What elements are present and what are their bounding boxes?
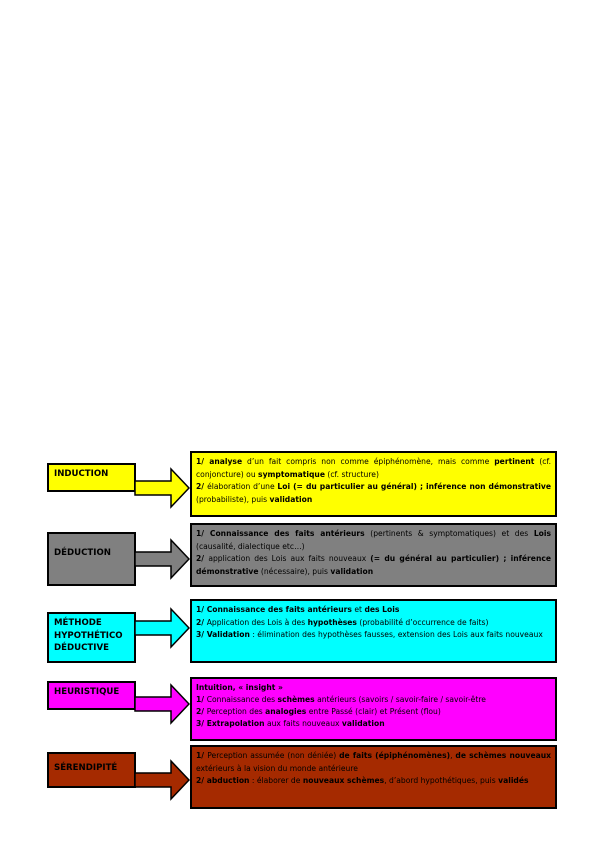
arrow-right-icon — [134, 537, 190, 581]
arrow-right-icon — [134, 466, 190, 510]
box-deduction — [190, 523, 557, 587]
label-heuristique: HEURISTIQUE — [47, 681, 136, 710]
hypothetico-line-3: 3/ Validation : élimination des hypothèses fausses, extension des Lois aux faits nouveaux — [196, 630, 543, 640]
arrow-right-icon — [134, 682, 190, 726]
induction-line-1: 1/ analyse d’un fait compris non comme épiphénomène, mais comme pertinent (cf. conjoncture) ou symptomatique (cf. structure) — [196, 457, 552, 479]
box-heuristique — [190, 677, 557, 741]
label-induction: INDUCTION — [47, 463, 136, 492]
label-serendipite: SÉRENDIPITÉ — [47, 752, 136, 788]
label-deduction: DÉDUCTION — [47, 532, 136, 586]
arrow-right-icon — [134, 758, 190, 802]
heuristique-line-2: 1/ Connaissance des schèmes antérieurs (savoirs / savoir-faire / savoir-être — [196, 695, 486, 705]
serendipite-line-2: 2/ abduction : élaborer de nouveaux schèmes, d’abord hypothétiques, puis validés — [196, 776, 529, 786]
heuristique-line-4: 3/ Extrapolation aux faits nouveaux validation — [196, 719, 385, 729]
box-hypothetico-deductive — [190, 599, 557, 663]
box-induction — [190, 451, 557, 517]
box-serendipite — [190, 745, 557, 809]
heuristique-line-3: 2/ Perception des analogies entre Passé (clair) et Présent (flou) — [196, 707, 441, 717]
hypothetico-line-2: 2/ Application des Lois à des hypothèses (probabilité d’occurrence de faits) — [196, 617, 489, 627]
heuristique-line-1: Intuition, « insight » — [196, 683, 283, 692]
deduction-line-1: 1/ Connaissance des faits antérieurs (pertinents & symptomatiques) et des Lois (causalité, dialectique etc…) — [196, 529, 551, 551]
induction-line-2: 2/ élaboration d’une Loi (= du particulier au général) ; inférence non démonstrative (probabiliste), puis validation — [196, 482, 551, 504]
label-hypothetico-deductive: MÉTHODE HYPOTHÉTICO DÉDUCTIVE — [47, 612, 136, 663]
arrow-right-icon — [134, 606, 190, 650]
hypothetico-line-1: 1/ Connaissance des faits antérieurs et des Lois — [196, 605, 400, 614]
serendipite-line-1: 1/ Perception assumée (non déniée) de faits (épiphénomènes), de schèmes nouveaux extérieurs à la vision du monde antérieure — [196, 751, 552, 773]
deduction-line-2: 2/ application des Lois aux faits nouveaux (= du général au particulier) ; inférence démonstrative (nécessaire), puis validation — [196, 554, 552, 576]
